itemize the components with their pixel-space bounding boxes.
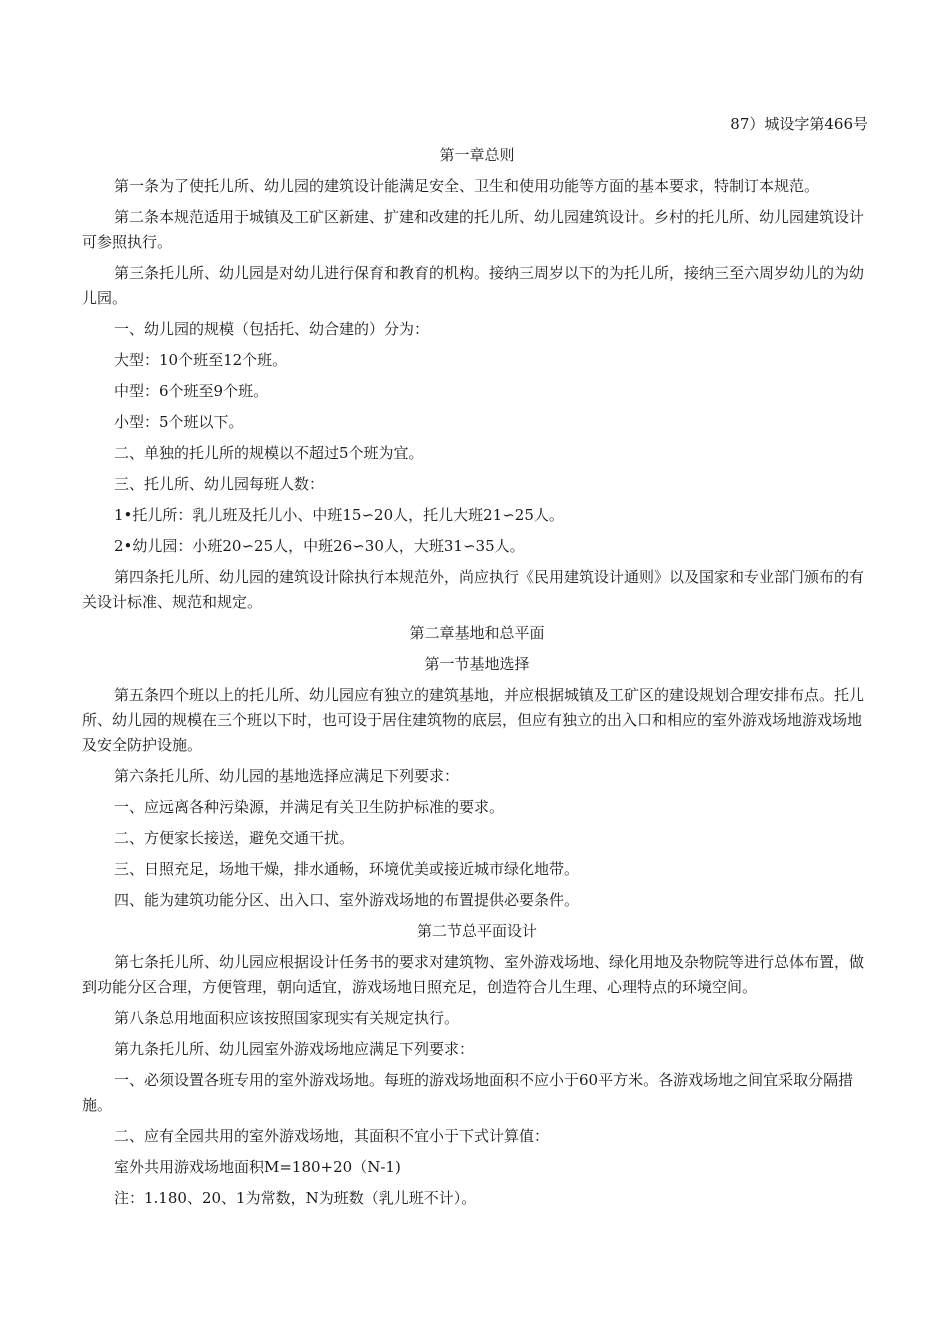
article-3-kindergarten: 2•幼儿园：小班20∽25人，中班26∽30人，大班31∽35人。 [114,537,525,555]
article-6-item-1: 一、应远离各种污染源，并满足有关卫生防护标准的要求。 [114,798,505,816]
article-1: 第一条为了使托儿所、幼儿园的建筑设计能满足安全、卫生和使用功能等方面的基本要求，特制订本规范。 [114,177,820,195]
document-page [82,112,872,1217]
article-3-item-1: 一、幼儿园的规模（包括托、幼合建的）分为： [114,320,430,338]
article-9-note: 注：1.180、20、1为常数，N为班数（乳儿班不计）。 [114,1189,477,1207]
article-3: 第三条托儿所、幼儿园是对幼儿进行保育和教育的机构。接纳三周岁以下的为托儿所，接纳三至六周岁幼儿的为幼儿园。 [82,264,865,307]
document-number: 87）城设字第466号 [730,115,868,133]
article-3-nursery: 1•托儿所：乳儿班及托儿小、中班15∽20人，托儿大班21∽25人。 [114,506,564,524]
article-6-item-2: 二、方便家长接送，避免交通干扰。 [114,829,355,847]
article-3-small: 小型：5个班以下。 [114,413,244,431]
section-2-title: 第二节总平面设计 [416,922,537,940]
article-2: 第二条本规范适用于城镇及工矿区新建、扩建和改建的托儿所、幼儿园建筑设计。乡村的托儿所、幼儿园建筑设计可参照执行。 [82,208,865,251]
article-7: 第七条托儿所、幼儿园应根据设计任务书的要求对建筑物、室外游戏场地、绿化用地及杂物院等进行总体布置，做到功能分区合理，方便管理，朝向适宜，游戏场地日照充足，创造符合儿生理、心理特点的环境空间。 [82,953,865,996]
article-8: 第八条总用地面积应该按照国家现实有关规定执行。 [114,1009,460,1027]
section-1-title: 第一节基地选择 [424,655,530,673]
article-9-item-1: 一、必须设置各班专用的室外游戏场地。每班的游戏场地面积不应小于60平方米。各游戏场地之间宜采取分隔措施。 [82,1071,854,1114]
article-9: 第九条托儿所、幼儿园室外游戏场地应满足下列要求： [114,1040,475,1058]
article-3-item-2: 二、单独的托儿所的规模以不超过5个班为宜。 [114,444,424,462]
article-5: 第五条四个班以上的托儿所、幼儿园应有独立的建筑基地，并应根据城镇及工矿区的建设规划合理安排布点。托儿所、幼儿园的规模在三个班以下时，也可设于居住建筑物的底层，但应有独立的出入口和相应的室外游戏场地游戏场地及安全防护设施。 [82,686,865,754]
article-6: 第六条托儿所、幼儿园的基地选择应满足下列要求： [114,767,460,785]
chapter-2-title: 第二章基地和总平面 [409,624,545,642]
article-9-item-2: 二、应有全园共用的室外游戏场地，其面积不宜小于下式计算值： [114,1127,550,1145]
article-6-item-3: 三、日照充足，场地干燥，排水通畅，环境优美或接近城市绿化地带。 [114,860,580,878]
article-3-large: 大型：10个班至12个班。 [114,351,288,369]
article-4: 第四条托儿所、幼儿园的建筑设计除执行本规范外，尚应执行《民用建筑设计通则》以及国家和专业部门颁布的有关设计标准、规范和规定。 [82,568,865,611]
article-3-item-3: 三、托儿所、幼儿园每班人数： [114,475,325,493]
article-6-item-4: 四、能为建筑功能分区、出入口、室外游戏场地的布置提供必要条件。 [114,891,580,909]
chapter-1-title: 第一章总则 [439,146,515,164]
article-3-medium: 中型：6个班至9个班。 [114,382,269,400]
article-9-formula: 室外共用游戏场地面积M=180+20（N-1) [114,1158,401,1176]
